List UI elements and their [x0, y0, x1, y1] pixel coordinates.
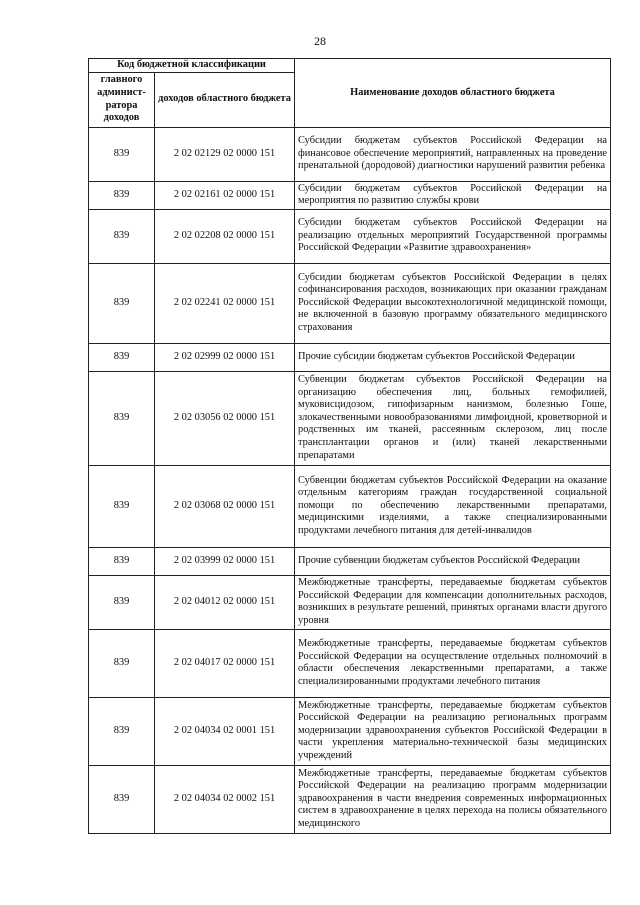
table-row: [89, 629, 611, 697]
income-name-cell: Межбюджетные трансферты, передаваемые бюджетам субъектов Российской Федерации на реализацию региональных программ модернизации здравоохранения субъектов Российской Федерации в части укрепления материально-технической базы медицинских учреждений: [295, 697, 611, 765]
income-code-cell: 2 02 04012 02 0000 151: [155, 575, 295, 629]
table-row: [89, 343, 611, 371]
table-row: [89, 575, 611, 629]
table-row: [89, 181, 611, 209]
income-name-cell: Межбюджетные трансферты, передаваемые бюджетам субъектов Российской Федерации на осуществление отдельных полномочий в области обеспечения лекарственными препаратами, а также специализированными продуктами лечебного питания: [295, 629, 611, 697]
admin-code-cell: 839: [89, 343, 155, 371]
admin-code-cell: 839: [89, 765, 155, 833]
admin-code-cell: 839: [89, 697, 155, 765]
page-number: 28: [314, 34, 326, 48]
income-code-cell: 2 02 03999 02 0000 151: [155, 547, 295, 575]
income-name-cell: Субсидии бюджетам субъектов Российской Федерации в целях софинансирования расходов, возникающих при оказании гражданам Российской Федерации высокотехнологичной медицинской помощи, не включенной в базовую программу обязательного медицинского страхования: [295, 263, 611, 343]
table-row: [89, 697, 611, 765]
income-name-cell: Прочие субсидии бюджетам субъектов Российской Федерации: [295, 343, 611, 371]
income-code-cell: 2 02 02999 02 0000 151: [155, 343, 295, 371]
table-row: [89, 465, 611, 547]
table-row: [89, 371, 611, 465]
admin-code-cell: 839: [89, 181, 155, 209]
admin-code-cell: 839: [89, 263, 155, 343]
income-name-cell: Субсидии бюджетам субъектов Российской Федерации на финансовое обеспечение мероприятий, направленных на проведение пренатальной (дородовой) диагностики нарушений развития ребенка: [295, 127, 611, 181]
budget-classification-table: [88, 58, 611, 834]
table-row: [89, 263, 611, 343]
income-code-cell: 2 02 04034 02 0002 151: [155, 765, 295, 833]
income-code-cell: 2 02 02129 02 0000 151: [155, 127, 295, 181]
regional-income-header: доходов областного бюджета: [155, 72, 295, 127]
budget-code-group-header: Код бюджетной классификации: [89, 59, 295, 73]
admin-code-cell: 839: [89, 547, 155, 575]
admin-code-cell: 839: [89, 629, 155, 697]
income-code-cell: 2 02 02161 02 0000 151: [155, 181, 295, 209]
table-row: [89, 209, 611, 263]
income-name-header: Наименование доходов областного бюджета: [295, 59, 611, 128]
income-name-cell: Субвенции бюджетам субъектов Российской Федерации на оказание отдельным категориям граждан государственной социальной помощи по обеспечению лекарственными препаратами, медицинскими изделиями, а также специализированными продуктами лечебного питания для детей-инвалидов: [295, 465, 611, 547]
admin-code-cell: 839: [89, 465, 155, 547]
income-code-cell: 2 02 04017 02 0000 151: [155, 629, 295, 697]
table-row: [89, 765, 611, 833]
income-code-cell: 2 02 03056 02 0000 151: [155, 371, 295, 465]
income-code-cell: 2 02 04034 02 0001 151: [155, 697, 295, 765]
income-name-cell: Субсидии бюджетам субъектов Российской Федерации на реализацию отдельных мероприятий Государственной программы Российской Федерации «Развитие здравоохранения»: [295, 209, 611, 263]
income-code-cell: 2 02 02241 02 0000 151: [155, 263, 295, 343]
income-name-cell: Межбюджетные трансферты, передаваемые бюджетам субъектов Российской Федерации на реализацию программ модернизации здравоохранения в части внедрения современных информационных систем в здравоохранение в целях перехода на полисы обязательного медицинского: [295, 765, 611, 833]
income-name-cell: Субсидии бюджетам субъектов Российской Федерации на мероприятия по развитию службы крови: [295, 181, 611, 209]
admin-code-cell: 839: [89, 209, 155, 263]
table-row: [89, 547, 611, 575]
income-code-cell: 2 02 02208 02 0000 151: [155, 209, 295, 263]
main-admin-header: главного админист-ратора доходов: [89, 72, 155, 127]
income-name-cell: Субвенции бюджетам субъектов Российской Федерации на организацию обеспечения лиц, больных гемофилией, муковисцидозом, гипофизарным нанизмом, болезнью Гоше, злокачественными новообразованиями лимфоидной, кроветворной и родственных им тканей, рассеянным склерозом, лиц после трансплантации органов и (или) тканей лекарственными препаратами: [295, 371, 611, 465]
admin-code-cell: 839: [89, 371, 155, 465]
table-header-row: [89, 59, 611, 73]
table-row: [89, 127, 611, 181]
income-name-cell: Межбюджетные трансферты, передаваемые бюджетам субъектов Российской Федерации для компенсации дополнительных расходов, возникших в результате решений, принятых органами власти другого уровня: [295, 575, 611, 629]
admin-code-cell: 839: [89, 127, 155, 181]
admin-code-cell: 839: [89, 575, 155, 629]
income-code-cell: 2 02 03068 02 0000 151: [155, 465, 295, 547]
income-name-cell: Прочие субвенции бюджетам субъектов Российской Федерации: [295, 547, 611, 575]
